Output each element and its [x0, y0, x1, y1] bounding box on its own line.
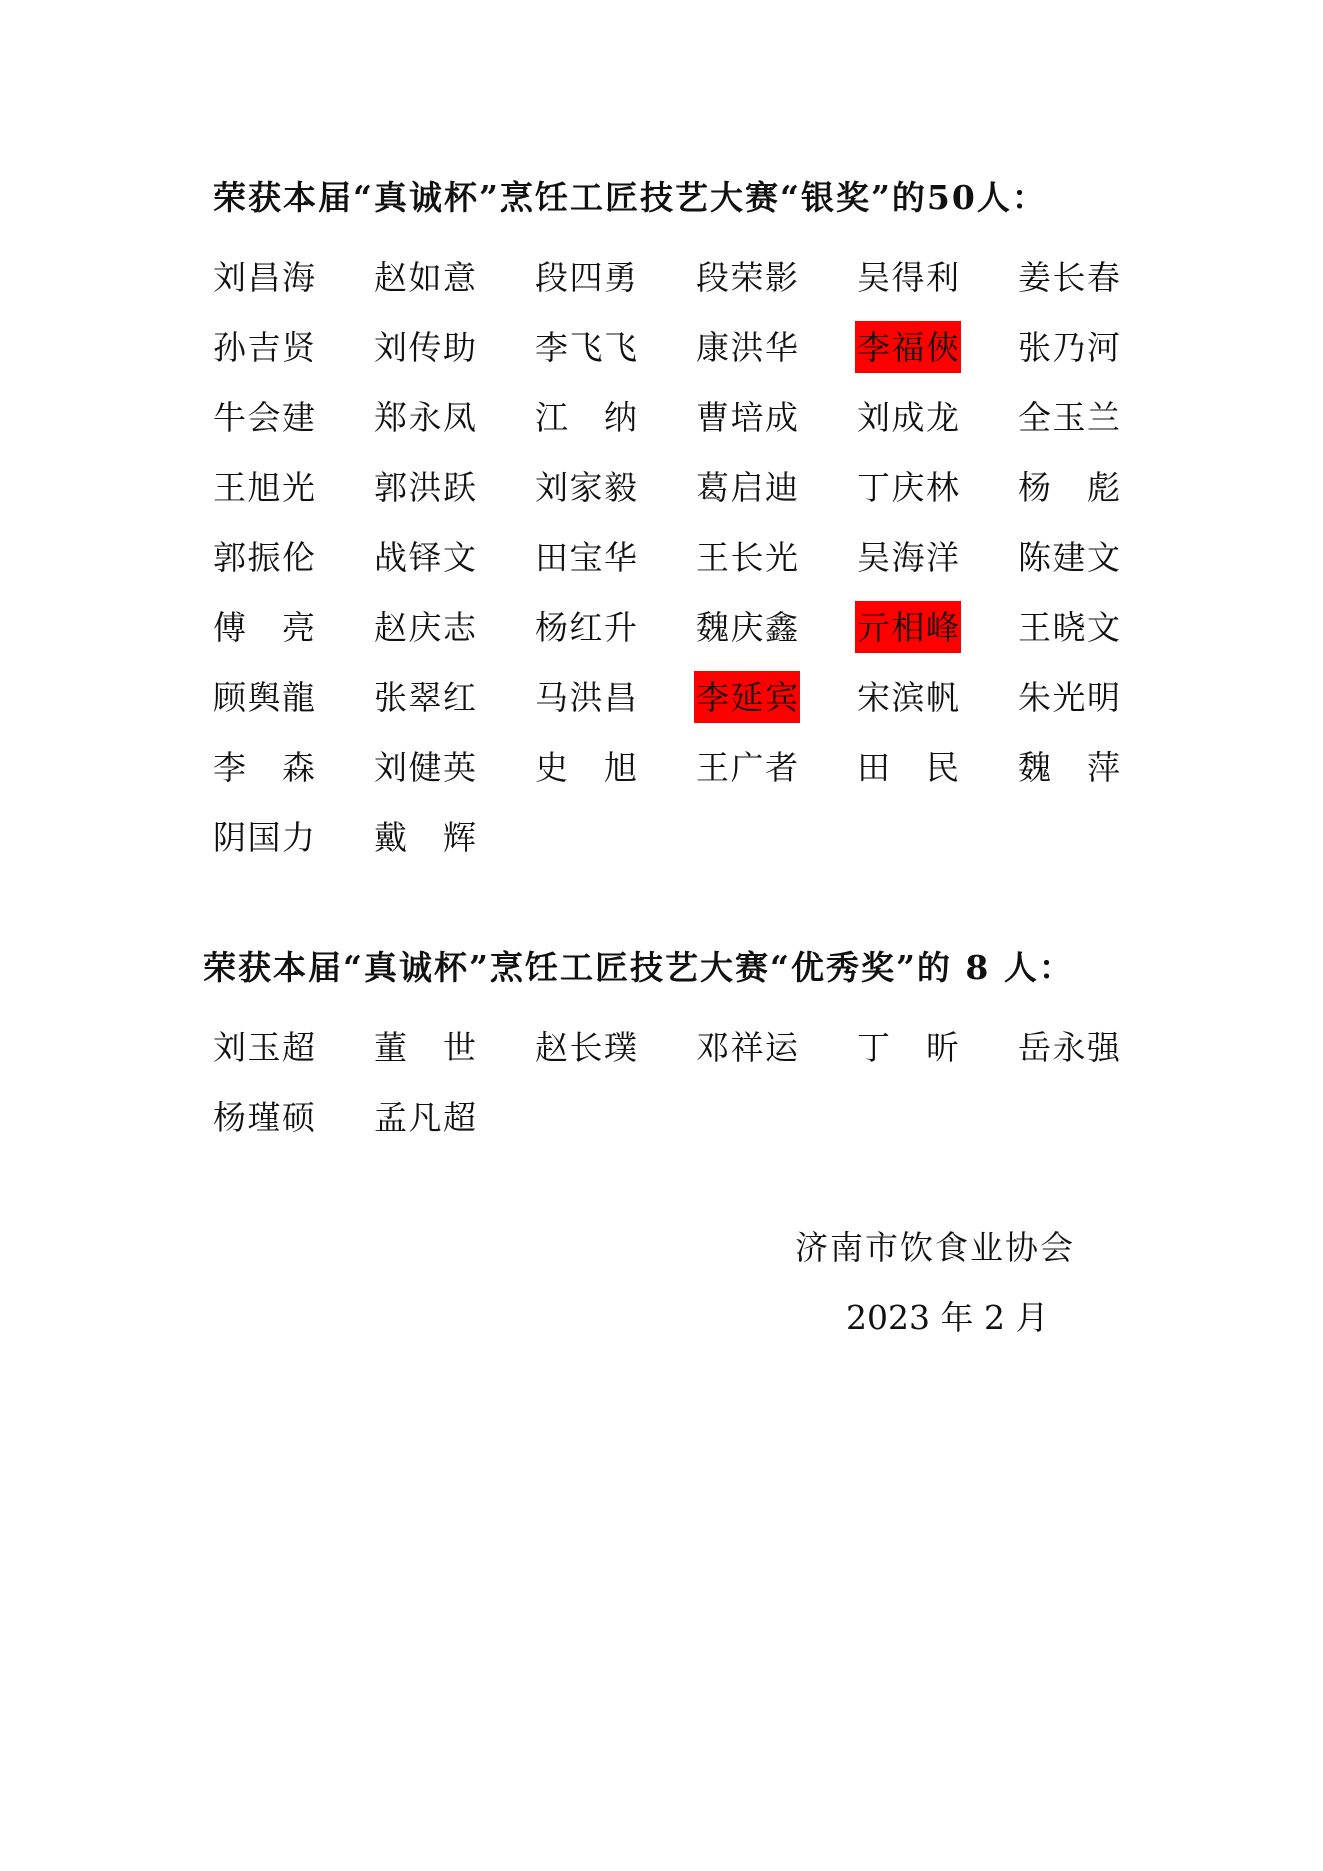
name-text: 邓 祥 运 — [696, 1028, 798, 1067]
name-entry — [857, 523, 1018, 593]
name-text: 吴 海 洋 — [857, 538, 959, 577]
name-entry — [535, 453, 696, 523]
name-text: 李 福 俠 — [857, 328, 959, 367]
name-text: 曹 培 成 — [696, 398, 798, 437]
name-entry — [857, 243, 1018, 313]
name-entry — [213, 313, 374, 383]
name-text: 战 铎 文 — [374, 538, 476, 577]
name-entry — [374, 593, 535, 663]
name-entry — [1018, 733, 1179, 803]
name-text: 阴 国 力 — [213, 818, 315, 857]
name-entry — [1018, 663, 1179, 733]
name-entry — [1018, 593, 1179, 663]
name-text: 王 旭 光 — [213, 468, 315, 507]
name-entry — [213, 523, 374, 593]
name-text: 岳 永 强 — [1018, 1028, 1120, 1067]
name-entry — [857, 663, 1018, 733]
name-entry — [857, 733, 1018, 803]
name-text: 董 世 — [374, 1028, 476, 1067]
name-entry — [696, 523, 857, 593]
highlighted-name-entry — [857, 313, 1018, 383]
name-text: 杨 彪 — [1018, 468, 1120, 507]
name-entry — [374, 663, 535, 733]
highlighted-name-entry — [857, 593, 1018, 663]
name-text: 王 广 者 — [696, 748, 798, 787]
name-text: 刘 成 龙 — [857, 398, 959, 437]
name-entry — [535, 243, 696, 313]
name-entry — [535, 523, 696, 593]
name-text: 郭 振 伦 — [213, 538, 315, 577]
name-entry — [535, 1013, 696, 1083]
name-text: 戴 辉 — [374, 818, 476, 857]
name-text: 赵 长 璞 — [535, 1028, 637, 1067]
name-text: 刘 家 毅 — [535, 468, 637, 507]
name-entry — [1018, 243, 1179, 313]
name-entry — [535, 383, 696, 453]
name-entry — [374, 803, 535, 873]
name-text: 段 荣 影 — [696, 258, 798, 297]
name-entry — [213, 453, 374, 523]
name-text: 丁 昕 — [857, 1028, 959, 1067]
name-text: 刘 传 助 — [374, 328, 476, 367]
name-text: 杨 瑾 硕 — [213, 1098, 315, 1137]
name-entry — [696, 733, 857, 803]
name-text: 王 长 光 — [696, 538, 798, 577]
name-entry — [1018, 1013, 1179, 1083]
name-entry — [535, 593, 696, 663]
name-entry — [374, 383, 535, 453]
name-entry — [374, 313, 535, 383]
name-entry — [857, 453, 1018, 523]
name-entry — [213, 243, 374, 313]
name-entry — [696, 453, 857, 523]
name-text: 田 宝 华 — [535, 538, 637, 577]
name-text: 顾 舆 龍 — [213, 678, 315, 717]
name-entry — [213, 383, 374, 453]
name-text: 刘 玉 超 — [213, 1028, 315, 1067]
name-entry — [535, 733, 696, 803]
name-entry — [374, 453, 535, 523]
name-text: 孟 凡 超 — [374, 1098, 476, 1137]
name-entry — [374, 523, 535, 593]
silver-award-name-list — [213, 243, 1179, 873]
name-entry — [857, 1013, 1018, 1083]
name-text: 张 乃 河 — [1018, 328, 1120, 367]
name-text: 马 洪 昌 — [535, 678, 637, 717]
name-entry — [696, 593, 857, 663]
name-entry — [696, 1013, 857, 1083]
name-entry — [374, 1083, 535, 1153]
name-entry — [1018, 453, 1179, 523]
organization-signature: 济南市饮食业协会 — [795, 1228, 1075, 1267]
name-entry — [374, 1013, 535, 1083]
name-entry — [535, 313, 696, 383]
name-text: 郭 洪 跃 — [374, 468, 476, 507]
name-text: 康 洪 华 — [696, 328, 798, 367]
name-text: 郑 永 凤 — [374, 398, 476, 437]
name-entry — [374, 243, 535, 313]
name-text: 赵 庆 志 — [374, 608, 476, 647]
name-text: 张 翠 红 — [374, 678, 476, 717]
name-entry — [213, 1083, 374, 1153]
name-entry — [1018, 383, 1179, 453]
name-entry — [535, 663, 696, 733]
name-entry — [213, 733, 374, 803]
name-text: 段 四 勇 — [535, 258, 637, 297]
name-text: 李 延 宾 — [696, 678, 798, 717]
issue-date: 2023 年 2 月 — [846, 1298, 1049, 1337]
name-text: 丁 庆 林 — [857, 468, 959, 507]
name-entry — [213, 663, 374, 733]
name-text: 孙 吉 贤 — [213, 328, 315, 367]
name-entry — [696, 243, 857, 313]
excellence-award-name-list — [213, 1013, 1179, 1153]
name-text: 葛 启 迪 — [696, 468, 798, 507]
name-text: 全 玉 兰 — [1018, 398, 1120, 437]
name-text: 刘 健 英 — [374, 748, 476, 787]
name-entry — [1018, 523, 1179, 593]
name-text: 刘 昌 海 — [213, 258, 315, 297]
name-text: 赵 如 意 — [374, 258, 476, 297]
highlighted-name-entry — [696, 663, 857, 733]
name-entry — [696, 383, 857, 453]
name-entry — [374, 733, 535, 803]
name-text: 杨 红 升 — [535, 608, 637, 647]
name-text: 江 纳 — [535, 398, 637, 437]
name-text: 朱 光 明 — [1018, 678, 1120, 717]
name-entry — [213, 803, 374, 873]
name-text: 魏 萍 — [1018, 748, 1120, 787]
name-entry — [1018, 313, 1179, 383]
name-entry — [857, 383, 1018, 453]
name-text: 史 旭 — [535, 748, 637, 787]
name-entry — [213, 593, 374, 663]
name-text: 亓 相 峰 — [857, 608, 959, 647]
name-entry — [213, 1013, 374, 1083]
name-text: 田 民 — [857, 748, 959, 787]
name-text: 魏 庆 鑫 — [696, 608, 798, 647]
silver-award-heading: 荣获本届“真诚杯”烹饪工匠技艺大赛“银奖”的50人： — [213, 178, 1047, 217]
excellence-award-heading: 荣获本届“真诚杯”烹饪工匠技艺大赛“优秀奖”的 8 人： — [203, 948, 1074, 987]
name-entry — [696, 313, 857, 383]
name-text: 王 晓 文 — [1018, 608, 1120, 647]
name-text: 李 飞 飞 — [535, 328, 637, 367]
name-text: 李 森 — [213, 748, 315, 787]
name-text: 吴 得 利 — [857, 258, 959, 297]
name-text: 姜 长 春 — [1018, 258, 1120, 297]
name-text: 傅 亮 — [213, 608, 315, 647]
name-text: 宋 滨 帆 — [857, 678, 959, 717]
name-text: 陈 建 文 — [1018, 538, 1120, 577]
name-text: 牛 会 建 — [213, 398, 315, 437]
